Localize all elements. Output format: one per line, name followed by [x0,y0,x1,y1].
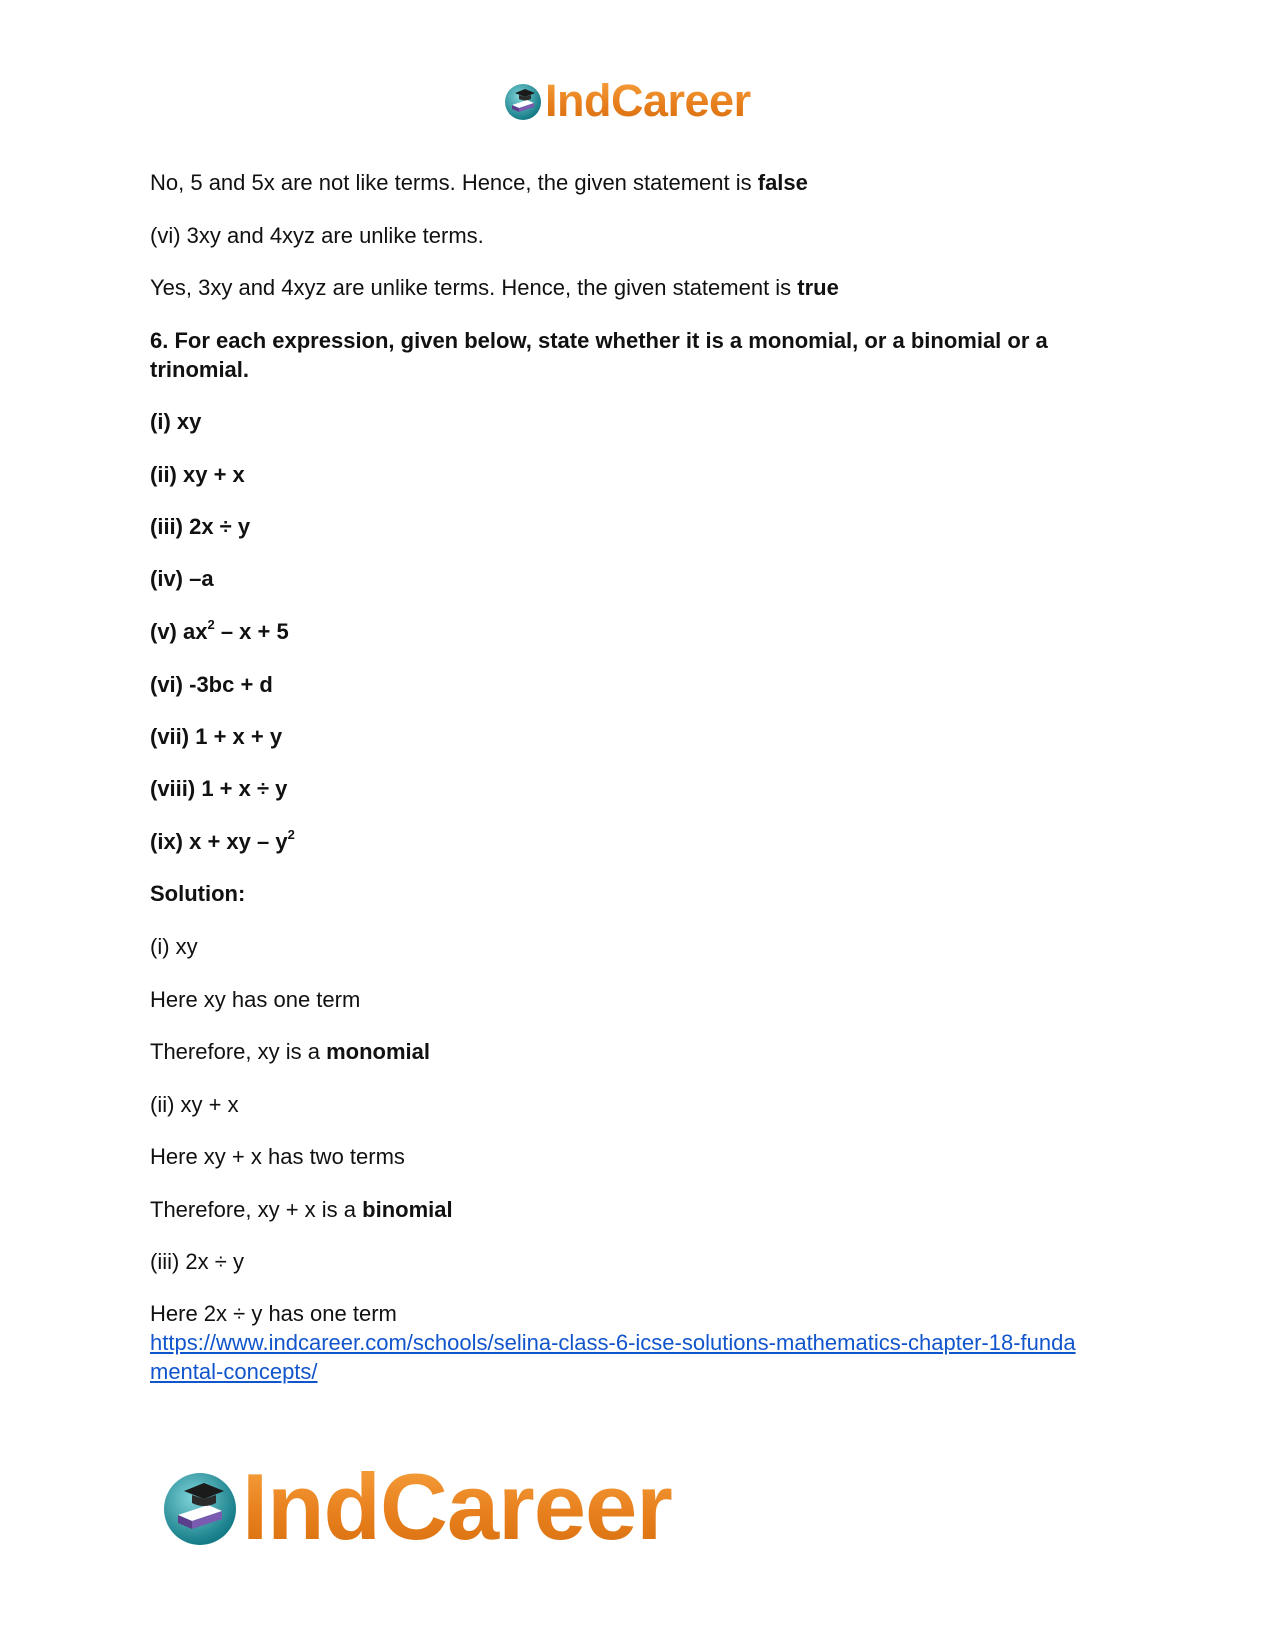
solution-item-ii: (ii) xy + x [150,1092,239,1117]
source-url-link-line1[interactable]: https://www.indcareer.com/schools/selina-class-6-icse-solutions-mathematics-chapter-18-funda [150,1330,1076,1355]
solution-i-explanation: Here xy has one term [150,987,361,1012]
solution-ii-explanation: Here xy + x has two terms [150,1144,405,1169]
answer-true: true [797,275,839,300]
brand-name: IndCareer [545,75,751,126]
source-url-link-line2[interactable]: mental-concepts/ [150,1359,318,1384]
question-item-iv: (iv) –a [150,566,214,591]
solution-heading: Solution: [150,881,246,906]
question-item-iii: (iii) 2x ÷ y [150,514,251,539]
question-item-v: (v) $ax^2 - x + 5$ [150,616,289,644]
question-item-i: (i) xy [150,409,202,434]
question-6-line1: 6. For each expression, given below, state whether it is a monomial, or a binomial or a [150,328,1048,353]
statement-vi: (vi) 3xy and 4xyz are unlike terms. [150,223,484,248]
question-item-ii: (ii) xy + x [150,462,245,487]
question-item-vii: (vii) 1 + x + y [150,724,283,749]
solution-i-conclusion: Therefore, xy is a monomial [150,1039,430,1064]
solution-iii-explanation: Here 2x ÷ y has one term [150,1301,397,1326]
answer-false: false [757,170,808,195]
question-item-ix: (ix) x + xy – $y^2$ [150,826,295,854]
solution-item-iii: (iii) 2x ÷ y [150,1249,244,1274]
answer-v-text: No, 5 and 5x are not like terms. Hence, the given statement is false [150,170,808,195]
graduation-book-globe-icon [503,81,543,121]
answer-vi-text: Yes, 3xy and 4xyz are unlike terms. Hence, the given statement is true [150,275,839,300]
header-logo [503,75,751,126]
solution-item-i: (i) xy [150,934,198,959]
solution-ii-conclusion: Therefore, xy + x is a binomial [150,1197,453,1222]
footer-logo [160,1454,672,1559]
brand-name-footer: IndCareer [242,1454,672,1559]
question-6-line2: trinomial. [150,357,250,382]
question-item-vi: (vi) -3bc + d [150,672,273,697]
question-item-viii: (viii) 1 + x ÷ y [150,776,288,801]
graduation-book-globe-icon [160,1467,240,1547]
